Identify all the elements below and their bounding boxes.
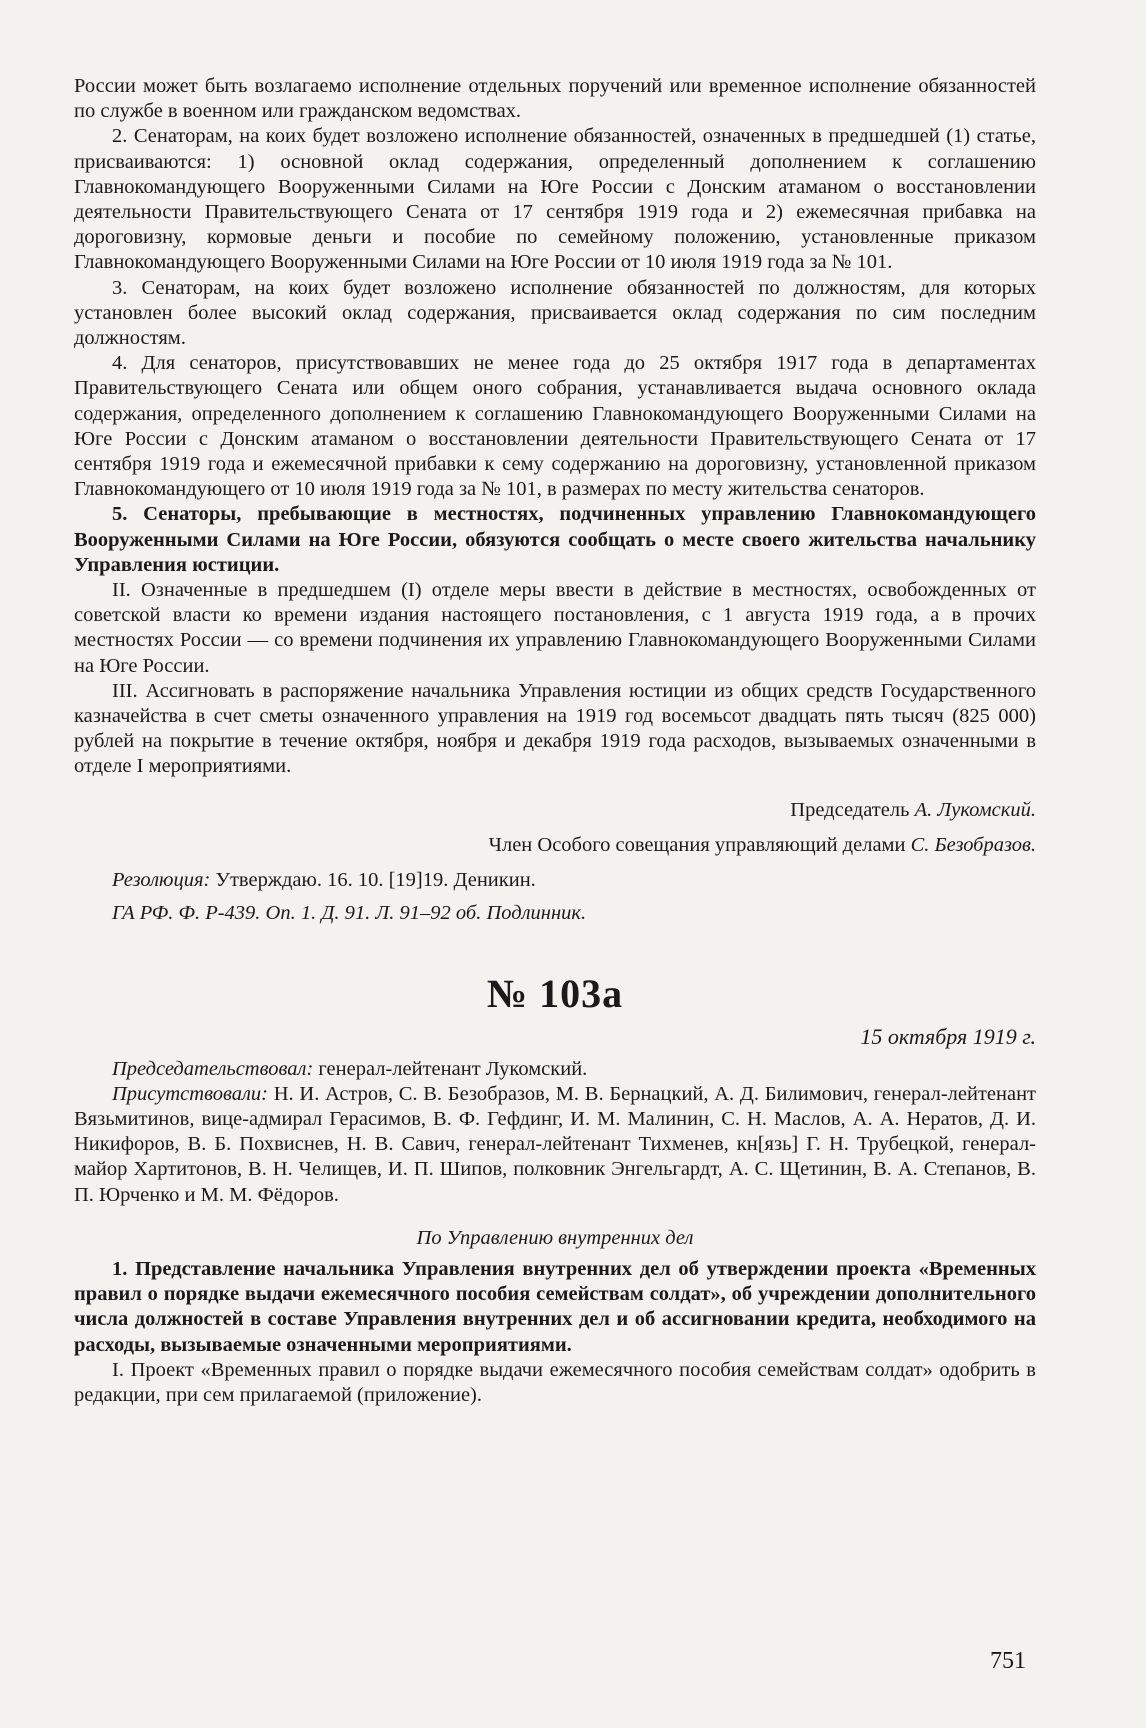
present-line <box>74 1082 1036 1208</box>
member-label: Член Особого совещания управляющий делами <box>488 833 906 856</box>
archive-reference: ГА РФ. Ф. Р-439. Оп. 1. Д. 91. Л. 91–92 об. Подлинник. <box>112 902 587 925</box>
member-name: С. Безобразов. <box>910 833 1036 856</box>
chair-name: А. Лукомский. <box>914 798 1036 821</box>
section-heading: По Управлению внутренних дел <box>416 1226 694 1249</box>
main-text-column <box>74 74 1036 1408</box>
chaired-label: Председательствовал: <box>112 1057 314 1080</box>
item-1-heading: 1. Представление начальника Управления внутренних дел об утверждении проекта «Временных правил о порядке выдачи ежемесячного пособия семействам солдат», об учреждении дополнительного числа должностей в составе Управления внутренних дел и об ассигновании кредита, необходимого на расходы, вызываемые означенными мероприятиями. <box>74 1257 1036 1356</box>
document-date: 15 октября 1919 г. <box>860 1023 1036 1049</box>
paragraph-III: III. Ассигновать в распоряжение начальника Управления юстиции из общих средств Государственного казначейства в счет сметы означенного управления на 1919 год восемьсот двадцать пять тысяч (825 000) рублей на покрытие в течение октября, ноября и декабря 1919 года расходов, вызываемых означенными в отделе I мероприятиями. <box>74 679 1036 778</box>
paragraph-5-bold: 5. Сенаторы, пребывающие в местностях, подчиненных управлению Главнокомандующего Вооруженными Силами на Юге России, обязуются сообщать о месте своего жительства начальнику Управления юстиции. <box>74 503 1036 576</box>
paragraph-continuation: России может быть возлагаемо исполнение отдельных поручений или временное исполнение обязанностей по службе в военном или гражданском ведомствах. <box>74 75 1036 123</box>
item-1-I: I. Проект «Временных правил о порядке выдачи ежемесячного пособия семействам солдат» одобрить в редакции, при сем прилагаемой (приложение). <box>74 1358 1036 1406</box>
member-signature <box>74 833 1036 858</box>
document-number: № 103а <box>486 970 624 1016</box>
paragraph-4: 4. Для сенаторов, присутствовавших не менее года до 25 октября 1917 года в департаментах Правительствующего Сената или общем оного собрания, устанавливается выдача основного оклада содержания, определенного дополнением к соглашению Главнокомандующего Вооруженными Силами на Юге России с Донским атаманом о восстановлении деятельности Правительствующего Сената от 17 сентября 1919 года и ежемесячной прибавки к сему содержанию на дороговизну, установленной приказом Главнокомандующего от 10 июля 1919 года за № 101, в размерах по месту жительства сенаторов. <box>74 352 1036 501</box>
resolution-text: Утверждаю. 16. 10. [19]19. Деникин. <box>215 869 536 892</box>
chair-signature <box>74 798 1036 823</box>
page-number: 751 <box>990 1648 1026 1674</box>
paragraph-II: II. Означенные в предшедшем (I) отделе меры ввести в действие в местностях, освобожденных от советской власти ко времени издания настоящего постановления, с 1 августа 1919 года, а в прочих местностях России — со времени подчинения их управлению Главнокомандующего Вооруженными Силами на Юге России. <box>74 579 1036 677</box>
paragraph-2: 2. Сенаторам, на коих будет возложено исполнение обязанностей, означенных в предшедшей (1) статье, присваиваются: 1) основной оклад содержания, определенный дополнением к соглашению Главнокомандующего Вооруженными Силами на Юге России с Донским атаманом о восстановлении деятельности Правительствующего Сената от 17 сентября 1919 года и 2) ежемесячная прибавка на дороговизну, кормовые деньги и пособие по семейному положению, установленные приказом Главнокомандующего Вооруженными Силами на Юге России от 10 июля 1919 года за № 101. <box>74 125 1036 274</box>
present-label: Присутствовали: <box>112 1082 268 1105</box>
chaired-text: генерал-лейтенант Лукомский. <box>318 1057 588 1080</box>
resolution-label: Резолюция: <box>112 869 211 892</box>
resolution <box>74 868 1036 893</box>
present-text: Н. И. Астров, С. В. Безобразов, М. В. Бернацкий, А. Д. Билимович, генерал-лейтенант Вязьмитинов, вице-адмирал Герасимов, В. Ф. Гефдинг, И. М. Малинин, С. Н. Маслов, А. А. Нератов, Д. И. Никифоров, В. Б. Похвиснев, Н. В. Савич, генерал-лейтенант Тихменев, кн[язь] Г. Н. Трубецкой, генерал-майор Хартитонов, В. Н. Челищев, И. П. Шипов, полковник Энгельгардт, А. С. Щетинин, В. А. Степанов, В. П. Юрченко и М. М. Фёдоров. <box>74 1082 1037 1206</box>
chaired-line <box>74 1057 1036 1082</box>
paragraph-3: 3. Сенаторам, на коих будет возложено исполнение обязанностей по должностям, для которых установлен более высокий оклад содержания, присваивается оклад содержания по сим последним должностям. <box>74 276 1036 350</box>
chair-label: Председатель <box>790 798 910 821</box>
